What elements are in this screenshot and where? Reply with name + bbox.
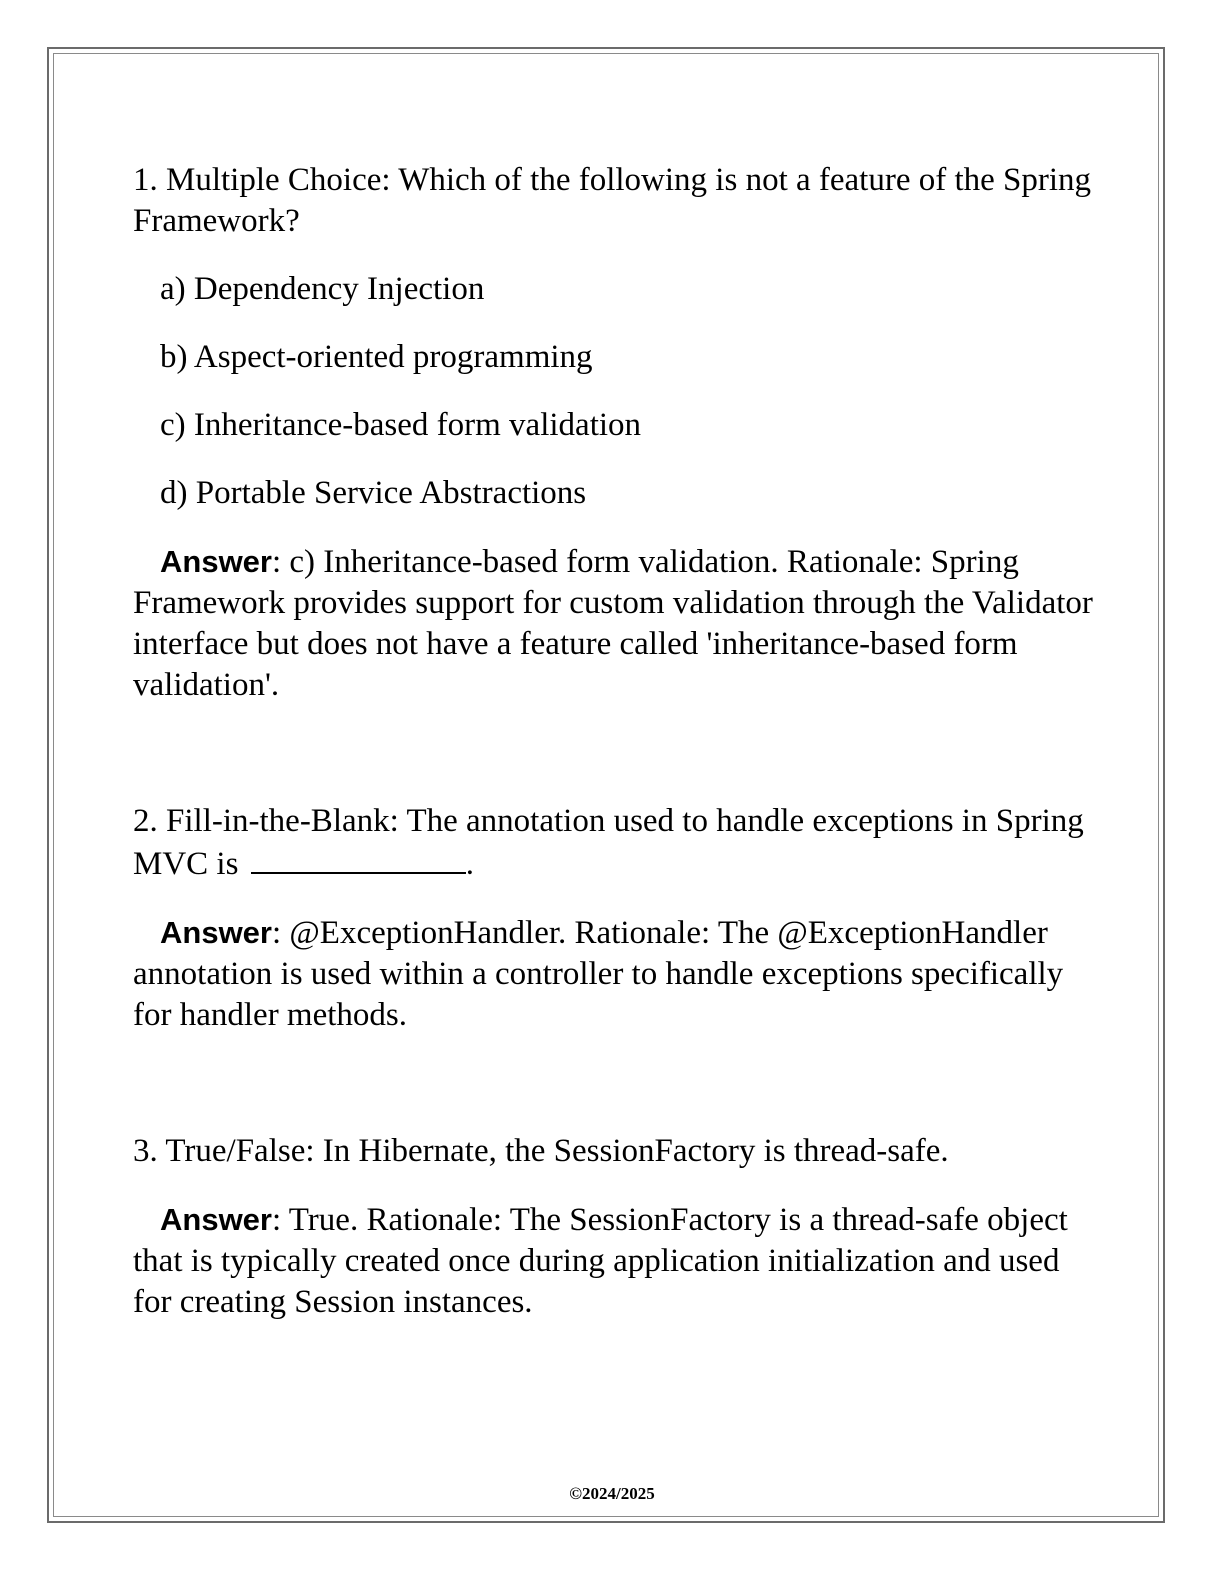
question-2-text-after: . (465, 846, 474, 882)
question-2-text (133, 801, 1093, 885)
question-2 (133, 801, 1093, 1036)
document-body (133, 160, 1093, 1323)
question-3-answer (133, 1199, 1093, 1323)
question-2-answer-text: : @ExceptionHandler. Rationale: The @ExceptionHandler annotation is used within a controller to handle exceptions specifically for handler methods. (133, 915, 1064, 1033)
question-1-option-d: d) Portable Service Abstractions (160, 475, 587, 511)
question-1-option-c: c) Inheritance-based form validation (160, 407, 642, 443)
question-3-answer-text: : True. Rationale: The SessionFactory is a thread-safe object that is typically created once during application initialization and used for creating Session instances. (133, 1202, 1068, 1320)
question-1-answer-text: : c) Inheritance-based form validation. Rationale: Spring Framework provides support for custom validation through the Validator interface but does not have a feature called 'inheritance-based form validation'. (133, 544, 1093, 703)
section-spacer (133, 1036, 1093, 1131)
question-1-option-b: b) Aspect-oriented programming (160, 339, 593, 375)
question-2-text-before: 2. Fill-in-the-Blank: The annotation used to handle exceptions in Spring MVC is (133, 803, 1084, 882)
answer-label: Answer (160, 915, 272, 950)
answer-label: Answer (160, 544, 272, 579)
section-spacer (133, 706, 1093, 801)
answer-label: Answer (160, 1202, 272, 1237)
fill-in-blank-line (251, 842, 466, 874)
question-1-text: 1. Multiple Choice: Which of the following is not a feature of the Spring Framework? (133, 162, 1092, 239)
question-1-option-a: a) Dependency Injection (160, 271, 485, 307)
copyright-footer: ©2024/2025 (569, 1484, 655, 1503)
question-3-text: 3. True/False: In Hibernate, the SessionFactory is thread-safe. (133, 1133, 949, 1169)
question-1-answer (133, 541, 1093, 706)
question-2-answer (133, 912, 1093, 1036)
question-3 (133, 1131, 1093, 1323)
question-1 (133, 160, 1093, 706)
